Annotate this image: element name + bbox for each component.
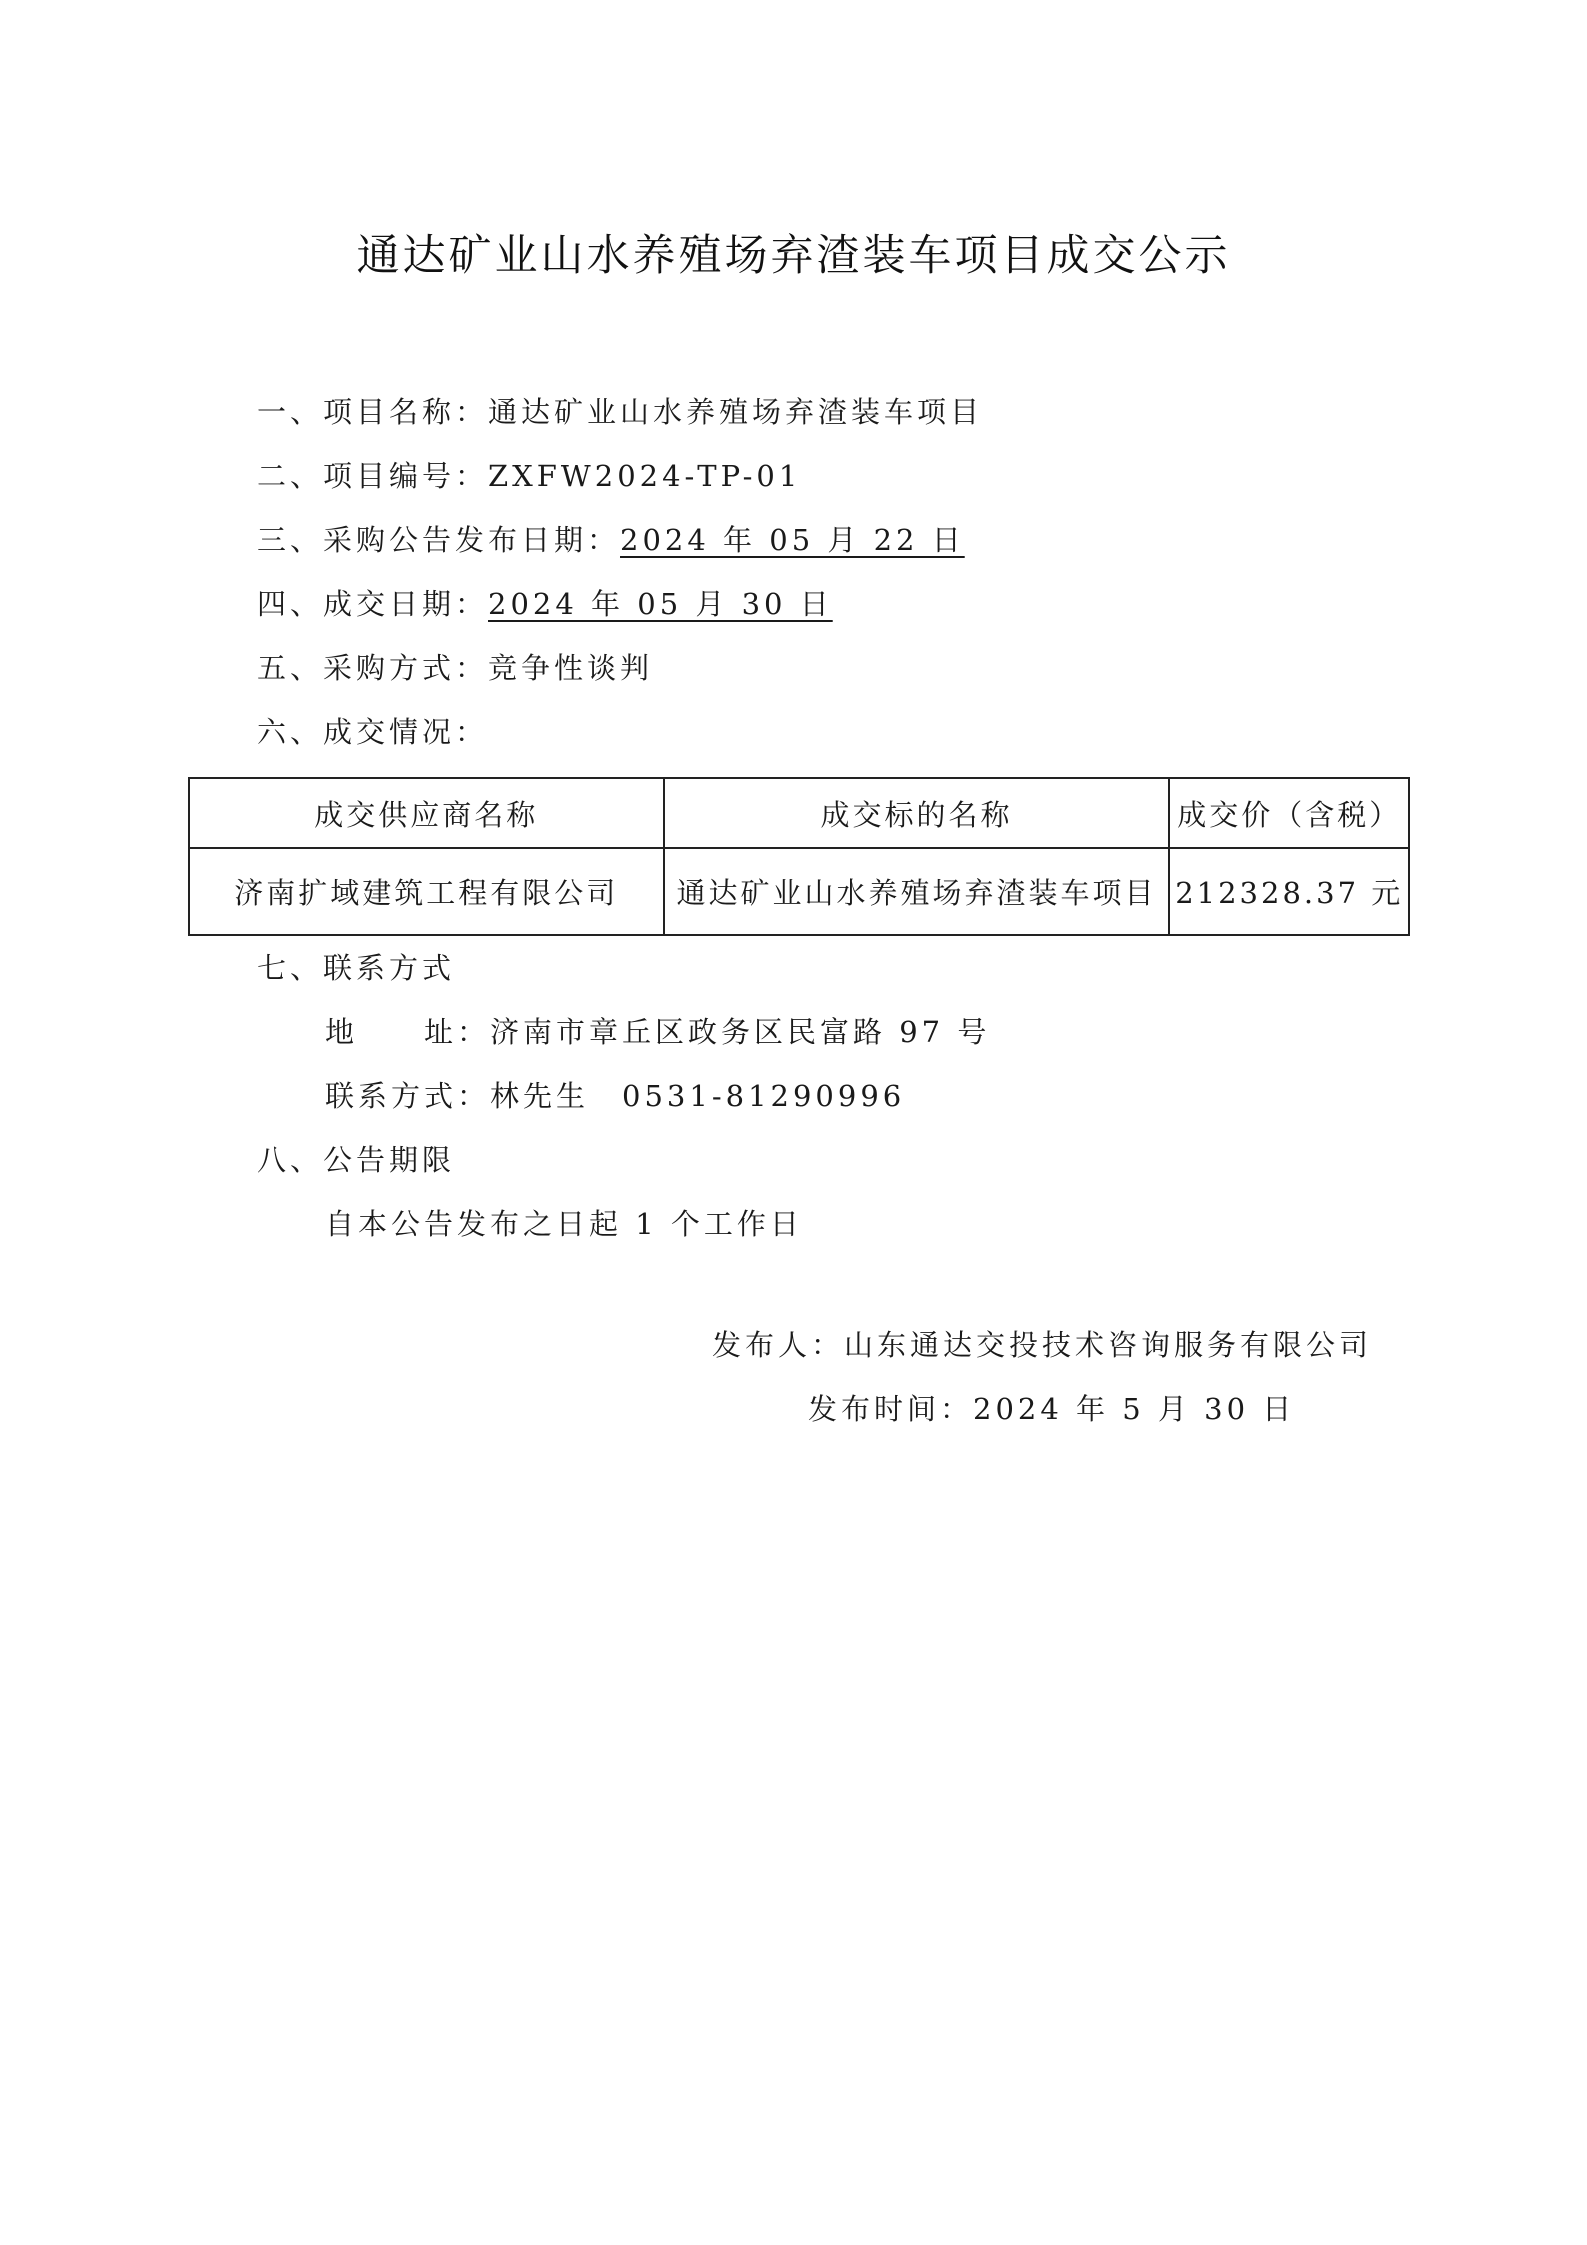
address-value: 济南市章丘区政务区民富路 97 号: [490, 1015, 991, 1049]
project-name-line: [257, 392, 983, 432]
contact-heading: 七、联系方式: [257, 951, 456, 985]
table-cell-price: 212328.37 元: [1169, 848, 1409, 935]
table-cell-subject: 通达矿业山水养殖场弃渣装车项目: [664, 848, 1170, 935]
deal-status-heading: 六、成交情况：: [257, 715, 489, 749]
table-row: [189, 848, 1409, 935]
table-header-subject: 成交标的名称: [664, 778, 1170, 848]
deal-table: [188, 777, 1410, 936]
publisher-line: 发布人：山东通达交投技术咨询服务有限公司: [712, 1328, 1373, 1362]
project-number-value: ZXFW2024-TP-01: [488, 459, 802, 493]
contact-value: 林先生 0531-81290996: [490, 1079, 906, 1113]
table-header-row: [189, 778, 1409, 848]
deal-date-value: 2024 年 05 月 30 日: [488, 587, 833, 621]
publish-date-label: 三、采购公告发布日期：: [257, 523, 621, 557]
procurement-method-value: 竞争性谈判: [488, 651, 654, 685]
contact-label: 联系方式：: [325, 1079, 491, 1113]
period-heading: 八、公告期限: [257, 1143, 456, 1177]
publish-date-value: 2024 年 05 月 22 日: [620, 523, 965, 557]
contact-line: [325, 1076, 905, 1116]
table-header-supplier: 成交供应商名称: [189, 778, 664, 848]
publish-date-line: [257, 520, 965, 560]
project-name-label: 一、项目名称：: [257, 395, 489, 429]
page-title: 通达矿业山水养殖场弃渣装车项目成交公示: [356, 231, 1231, 281]
table-cell-supplier: 济南扩域建筑工程有限公司: [189, 848, 664, 935]
project-number-line: [257, 456, 801, 496]
deal-date-label: 四、成交日期：: [257, 587, 489, 621]
project-number-label: 二、项目编号：: [257, 459, 489, 493]
address-label: 地 址：: [325, 1015, 491, 1049]
period-value: 自本公告发布之日起 1 个工作日: [325, 1207, 803, 1241]
procurement-method-line: [257, 648, 653, 688]
project-name-value: 通达矿业山水养殖场弃渣装车项目: [488, 395, 984, 429]
procurement-method-label: 五、采购方式：: [257, 651, 489, 685]
publish-time-line: 发布时间：2024 年 5 月 30 日: [808, 1392, 1296, 1426]
address-line: [325, 1012, 990, 1052]
table-header-price: 成交价（含税）: [1169, 778, 1409, 848]
deal-date-line: [257, 584, 833, 624]
